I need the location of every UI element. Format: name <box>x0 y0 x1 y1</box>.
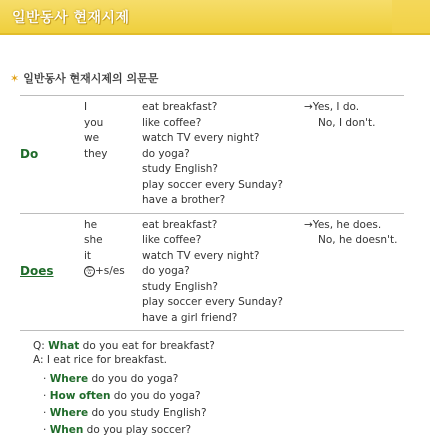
verb-phrase: do yoga? <box>142 265 190 277</box>
subject: she <box>84 234 103 246</box>
does-row <box>20 213 404 331</box>
verb-phrase: have a brother? <box>142 194 226 206</box>
section-title <box>10 70 158 86</box>
do-row <box>20 96 404 214</box>
verb-phrase: watch TV every night? <box>142 132 260 144</box>
subject: he <box>84 218 98 231</box>
wh-word: What <box>48 340 80 352</box>
does-answers <box>304 213 404 331</box>
example-sentence: · Where do you study English? <box>43 407 207 419</box>
answer-yes: →Yes, I do. <box>304 101 360 113</box>
star-icon: ✶ <box>10 72 20 85</box>
verb-phrase: study English? <box>142 280 218 293</box>
example-sentence: · How often do you do yoga? <box>43 390 201 402</box>
question-line: Q: What do you eat for breakfast? <box>33 340 215 352</box>
banner-decoration <box>392 0 430 33</box>
wh-word: Where <box>49 373 89 385</box>
answer-yes: →Yes, he does. <box>304 218 382 231</box>
subject-note: 동 +s/es <box>80 264 138 280</box>
wh-word: How often <box>49 390 111 402</box>
do-subjects <box>80 96 138 214</box>
wh-word: Where <box>49 407 89 419</box>
subject: we <box>84 132 100 144</box>
example-sentence: · When do you play soccer? <box>43 424 192 436</box>
subject: I <box>84 101 88 113</box>
do-answers <box>304 96 404 214</box>
example-sentence: · Where do you do yoga? <box>43 373 179 385</box>
subject: you <box>84 116 104 129</box>
qa-block <box>33 339 215 367</box>
answer-no: No, he doesn't. <box>318 234 398 246</box>
grammar-table <box>20 95 404 331</box>
header-banner <box>0 0 430 35</box>
aux-do: Do <box>20 146 39 161</box>
answer-no: No, I don't. <box>318 116 376 129</box>
subject: they <box>84 147 108 160</box>
does-subjects <box>80 213 138 331</box>
verb-phrase: have a girl friend? <box>142 311 238 324</box>
verb-phrase: like coffee? <box>142 234 202 246</box>
banner-title: 일반동사 현재시제 <box>12 10 130 26</box>
wh-word: When <box>49 424 84 436</box>
section-title-text: 일반동사 현재시제의 의문문 <box>23 72 159 85</box>
answer-line: A: I eat rice for breakfast. <box>33 354 168 366</box>
does-verbs <box>138 213 304 331</box>
subject: it <box>84 249 92 262</box>
verb-phrase: eat breakfast? <box>142 218 218 231</box>
verb-phrase: eat breakfast? <box>142 101 218 113</box>
verb-phrase: watch TV every night? <box>142 249 260 262</box>
circle-mark-icon: 동 <box>84 266 95 277</box>
verb-phrase: study English? <box>142 163 218 175</box>
verb-phrase: like coffee? <box>142 116 202 129</box>
verb-phrase: play soccer every Sunday? <box>142 178 283 191</box>
aux-does: Does <box>20 264 54 278</box>
verb-phrase: play soccer every Sunday? <box>142 296 283 308</box>
do-verbs <box>138 96 304 214</box>
verb-phrase: do yoga? <box>142 147 190 160</box>
